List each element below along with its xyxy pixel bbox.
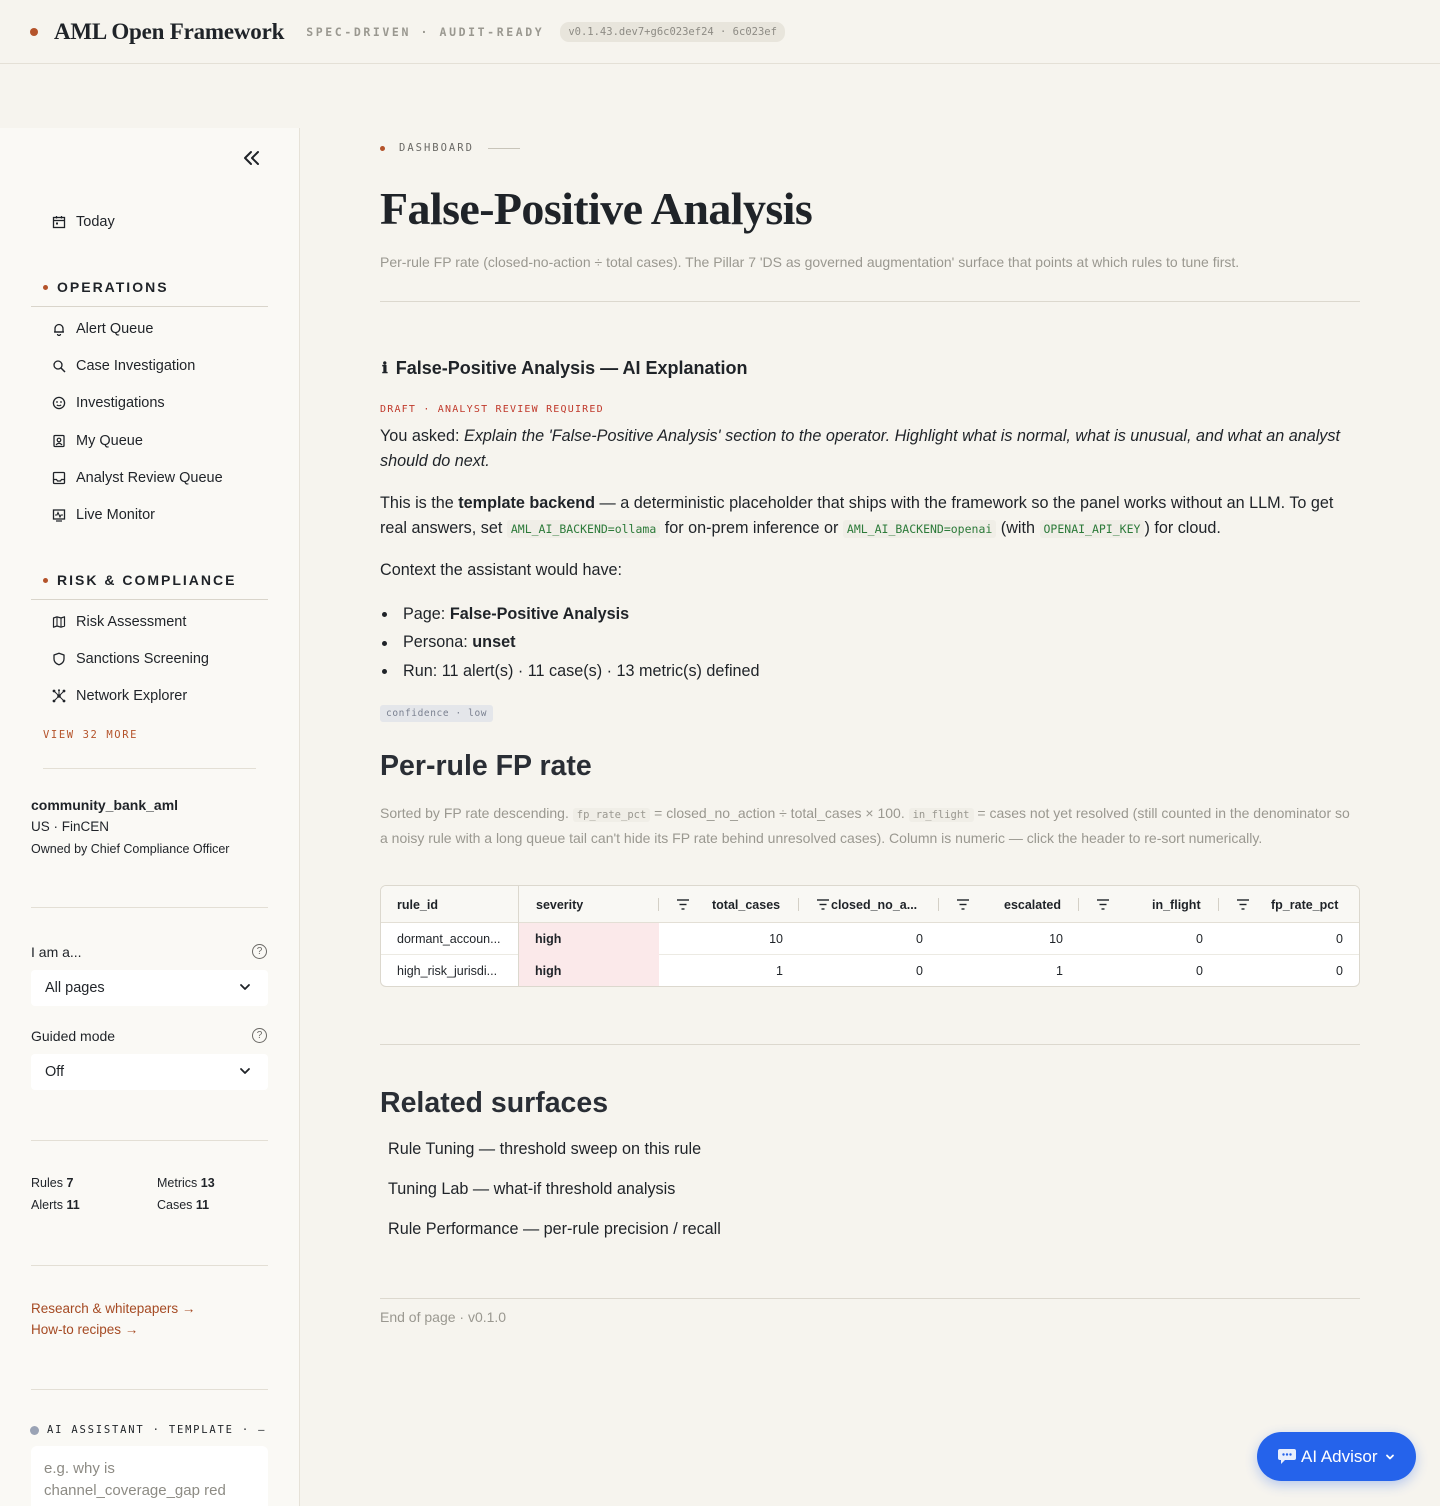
cell-severity: high	[519, 923, 659, 955]
footer-text: End of page · v0.1.0	[380, 1309, 507, 1325]
inbox-icon	[52, 471, 66, 485]
brand-dot	[30, 28, 38, 36]
info-icon: ℹ	[382, 361, 388, 377]
section-header-risk-compliance[interactable]	[31, 568, 268, 592]
cell-in-flight: 0	[1196, 964, 1203, 978]
research-link[interactable]: Research & whitepapers →	[31, 1301, 196, 1316]
sidebar-item-label: Live Monitor	[76, 507, 155, 523]
ai-panel-title-text: False-Positive Analysis — AI Explanation	[395, 358, 748, 378]
fp-rate-table	[380, 885, 1360, 987]
face-icon	[52, 396, 66, 410]
sidebar-item-investigations[interactable]	[52, 391, 165, 415]
version-badge: v0.1.43.dev7+g6c023ef24 · 6c023ef	[560, 22, 785, 42]
section-dot	[43, 578, 48, 583]
ai-advisor-button[interactable]	[1257, 1432, 1416, 1481]
breadcrumb-dot	[380, 146, 385, 151]
breadcrumb-line	[488, 148, 520, 149]
ai-question: You asked: Explain the 'False-Positive Analysis' section to the operator. Highlight what is normal, what is unusual, and what an analyst should do next.	[380, 427, 1340, 470]
page-subtitle: Per-rule FP rate (closed-no-action ÷ total cases). The Pillar 7 'DS as governed augmentation' surface that points at which rules to tune first.	[380, 254, 1240, 270]
stat-cases: Cases 11	[157, 1198, 210, 1212]
sidebar-item-label: Risk Assessment	[76, 614, 187, 630]
persona-select-value: All pages	[45, 980, 105, 996]
section-title-related: Related surfaces	[380, 1087, 609, 1119]
top-bar	[0, 0, 1440, 64]
assistant-input[interactable]: e.g. why is channel_coverage_gap red	[31, 1446, 268, 1506]
sidebar-item-label: Network Explorer	[76, 688, 188, 704]
context-list	[380, 600, 1360, 686]
column-separator	[1218, 898, 1219, 911]
column-header-escalated[interactable]: escalated	[1004, 897, 1061, 912]
sidebar-item-label: Alert Queue	[76, 321, 154, 337]
related-link-tuning-lab[interactable]: Tuning Lab — what-if threshold analysis	[388, 1180, 676, 1198]
view-more-link[interactable]: VIEW 32 MORE	[43, 729, 139, 741]
cell-in-flight: 0	[1196, 932, 1203, 946]
stat-metrics: Metrics 13	[157, 1176, 215, 1190]
double-chevron-left-icon	[240, 148, 264, 168]
column-separator	[798, 898, 799, 911]
stat-rules: Rules 7	[31, 1176, 74, 1190]
code-openai: AML_AI_BACKEND=openai	[843, 520, 996, 538]
section-dot	[43, 285, 48, 290]
column-header-total-cases[interactable]: total_cases	[712, 897, 781, 912]
sidebar-item-label: Case Investigation	[76, 358, 196, 374]
table-description: Sorted by FP rate descending. fp_rate_pct = closed_no_action ÷ total_cases × 100. in_flight = cases not yet resolved (still counted in the denominator so a noisy rule with a long queue tail can't hide its FP rate behind unresolved cases). Column is numeric — click the header to re-sort numerically.	[380, 805, 1350, 846]
chevron-down-icon	[1384, 1451, 1396, 1463]
status-dot	[30, 1426, 39, 1435]
breadcrumb-label: DASHBOARD	[399, 142, 474, 154]
assistant-title: AI ASSISTANT · TEMPLATE · —	[47, 1424, 267, 1436]
footer-divider	[380, 1298, 1360, 1299]
code-api-key: OPENAI_API_KEY	[1040, 520, 1145, 538]
sidebar-item-live-monitor[interactable]	[52, 503, 155, 527]
filter-icon[interactable]	[956, 898, 970, 911]
sidebar-item-risk-assessment[interactable]	[52, 610, 186, 634]
sidebar-item-label: Sanctions Screening	[76, 651, 209, 667]
badge-icon	[52, 434, 66, 448]
calendar-icon	[52, 215, 66, 229]
collapse-sidebar-button[interactable]	[240, 148, 264, 168]
ai-panel-title[interactable]	[380, 358, 747, 379]
shield-icon	[52, 652, 66, 666]
stat-alerts: Alerts 11	[31, 1198, 80, 1212]
pinned-column-border	[518, 886, 519, 987]
column-header-closed-no-action[interactable]: closed_no_a...	[831, 897, 918, 912]
section-header-operations[interactable]	[31, 275, 268, 299]
filter-icon[interactable]	[1096, 898, 1110, 911]
cell-fp-rate-pct: 0	[1336, 964, 1343, 978]
guided-mode-select-value: Off	[45, 1064, 65, 1080]
cell-fp-rate-pct: 0	[1336, 932, 1343, 946]
sidebar-item-alert-queue[interactable]	[52, 317, 153, 341]
section-divider	[31, 306, 268, 307]
section-title: OPERATIONS	[57, 279, 169, 295]
sidebar-item-case-investigation[interactable]	[52, 354, 195, 378]
cell-rule-id: dormant_accoun...	[397, 932, 501, 946]
cell-severity: high	[519, 955, 659, 987]
table-row[interactable]	[381, 955, 1360, 987]
sidebar-item-analyst-review-queue[interactable]	[52, 466, 223, 490]
column-separator	[658, 898, 659, 911]
sidebar-item-label: My Queue	[76, 433, 143, 449]
sidebar-divider	[31, 1140, 268, 1141]
recipes-link[interactable]: How-to recipes →	[31, 1322, 139, 1337]
sidebar-item-today[interactable]	[52, 210, 115, 234]
section-title-fp-rate: Per-rule FP rate	[380, 750, 592, 782]
cell-total-cases: 1	[776, 964, 783, 978]
guided-mode-select[interactable]	[31, 1054, 268, 1090]
list-item: Page: False-Positive Analysis	[380, 600, 1360, 629]
page-title: False-Positive Analysis	[380, 183, 813, 234]
guided-mode-label: Guided mode	[31, 1028, 116, 1044]
bell-icon	[52, 322, 66, 336]
column-header-in-flight[interactable]: in_flight	[1152, 897, 1201, 912]
sidebar	[0, 128, 300, 1506]
sidebar-divider	[31, 1265, 268, 1266]
cell-escalated: 10	[1049, 932, 1063, 946]
column-separator	[1078, 898, 1079, 911]
cell-closed-no-action: 0	[916, 964, 923, 978]
breadcrumb	[380, 142, 520, 154]
ai-backend-note: This is the template backend — a deterministic placeholder that ships with the framework so the panel works without an LLM. To get real answers, set AML_AI_BACKEND=ollama for on-prem inference or AML_AI_BACKEND=openai (with OPENAI_API_KEY ) for cloud.	[380, 494, 1334, 537]
table-header	[381, 886, 1360, 923]
column-header-severity[interactable]: severity	[536, 897, 584, 912]
cell-total-cases: 10	[769, 932, 783, 946]
persona-label: I am a...	[31, 944, 82, 960]
persona-select[interactable]	[31, 970, 268, 1006]
table-row[interactable]	[381, 923, 1360, 955]
section-title: RISK & COMPLIANCE	[57, 572, 237, 588]
search-icon	[52, 359, 66, 373]
sidebar-item-label: Analyst Review Queue	[76, 470, 223, 486]
sidebar-item-label: Investigations	[76, 395, 165, 411]
sidebar-item-network-explorer[interactable]	[52, 684, 187, 708]
section-divider	[380, 1044, 1360, 1045]
code-ollama: AML_AI_BACKEND=ollama	[507, 520, 660, 538]
sidebar-item-label: Today	[76, 214, 115, 230]
draft-status: DRAFT · ANALYST REVIEW REQUIRED	[380, 404, 604, 415]
filter-icon[interactable]	[1236, 898, 1250, 911]
list-item: Run: 11 alert(s) · 11 case(s) · 13 metric(s) defined	[380, 657, 1360, 686]
filter-icon[interactable]	[676, 898, 690, 911]
network-icon	[52, 689, 66, 703]
section-divider	[31, 599, 268, 600]
column-separator	[938, 898, 939, 911]
chevron-down-icon	[238, 980, 252, 994]
filter-icon[interactable]	[816, 898, 830, 911]
cell-rule-id: high_risk_jurisdi...	[397, 964, 498, 978]
help-icon[interactable]: ?	[252, 944, 267, 959]
ai-advisor-label: AI Advisor	[1301, 1446, 1378, 1466]
context-intro: Context the assistant would have:	[380, 561, 623, 579]
tenant-jurisdiction: US · FinCEN	[31, 819, 110, 834]
sidebar-divider	[43, 768, 256, 769]
chat-bubble-icon	[1277, 1448, 1297, 1465]
related-link-rule-performance[interactable]: Rule Performance — per-rule precision / recall	[388, 1220, 721, 1238]
column-header-fp-rate-pct[interactable]: fp_rate_pct	[1271, 897, 1339, 912]
sidebar-divider	[31, 1389, 268, 1390]
tagline: SPEC-DRIVEN · AUDIT-READY	[306, 24, 545, 39]
monitor-icon	[52, 508, 66, 522]
sidebar-divider	[31, 907, 268, 908]
related-link-rule-tuning[interactable]: Rule Tuning — threshold sweep on this rule	[388, 1140, 702, 1158]
cell-escalated: 1	[1056, 964, 1063, 978]
tenant-owner: Owned by Chief Compliance Officer	[31, 842, 230, 856]
column-header-rule-id[interactable]: rule_id	[397, 897, 438, 912]
list-item: Persona: unset	[380, 629, 1360, 658]
chevron-down-icon	[238, 1064, 252, 1078]
sidebar-item-sanctions-screening[interactable]	[52, 647, 209, 671]
app-title[interactable]: AML Open Framework	[54, 18, 285, 44]
assistant-header	[30, 1424, 266, 1436]
help-icon[interactable]: ?	[252, 1028, 267, 1043]
confidence-badge: confidence · low	[380, 705, 493, 722]
map-icon	[52, 615, 66, 629]
sidebar-item-my-queue[interactable]	[52, 429, 143, 453]
tenant-name: community_bank_aml	[31, 797, 179, 813]
header-divider	[380, 301, 1360, 302]
cell-closed-no-action: 0	[916, 932, 923, 946]
